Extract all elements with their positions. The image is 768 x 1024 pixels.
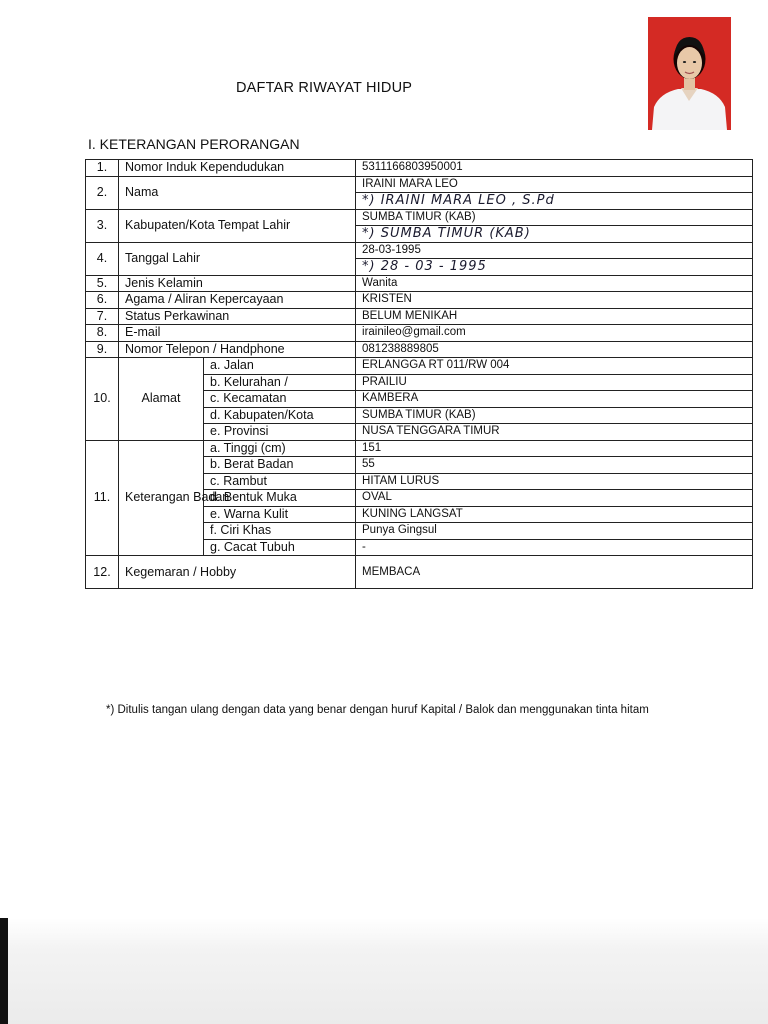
sub-value: OVAL xyxy=(356,490,753,507)
document-title: DAFTAR RIWAYAT HIDUP xyxy=(236,80,413,96)
field-label: E-mail xyxy=(119,325,356,342)
table-row xyxy=(86,325,753,342)
sub-label: d. Kabupaten/Kota xyxy=(204,407,356,424)
sub-label: d. Bentuk Muka xyxy=(204,490,356,507)
alamat-group-label: Alamat xyxy=(119,358,204,441)
sub-value: - xyxy=(356,539,753,556)
sub-label: e. Provinsi xyxy=(204,424,356,441)
tanggal-lahir-value: 28-03-1995 xyxy=(356,242,753,259)
field-label: Agama / Aliran Kepercayaan xyxy=(119,292,356,309)
table-row xyxy=(86,209,753,226)
tempat-lahir-handwritten: *) SUMBA TIMUR (KAB) xyxy=(356,226,753,243)
scan-edge xyxy=(0,918,8,1024)
row-number: 3. xyxy=(86,209,119,242)
row-number: 2. xyxy=(86,176,119,209)
email-value: irainileo@gmail.com xyxy=(356,325,753,342)
hobby-value: MEMBACA xyxy=(356,556,753,589)
nama-handwritten: *) IRAINI MARA LEO , S.Pd xyxy=(356,193,753,210)
sub-label: e. Warna Kulit xyxy=(204,506,356,523)
field-label: Kegemaran / Hobby xyxy=(119,556,356,589)
table-row xyxy=(86,341,753,358)
tanggal-lahir-handwritten: *) 28 - 03 - 1995 xyxy=(356,259,753,276)
sub-value: KAMBERA xyxy=(356,391,753,408)
row-number: 12. xyxy=(86,556,119,589)
footnote: *) Ditulis tangan ulang dengan data yang benar dengan huruf Kapital / Balok dan menggunakan tinta hitam xyxy=(106,704,649,716)
row-number: 5. xyxy=(86,275,119,292)
sub-label: c. Kecamatan xyxy=(204,391,356,408)
sub-value: 151 xyxy=(356,440,753,457)
sub-value: Punya Gingsul xyxy=(356,523,753,540)
telepon-value: 081238889805 xyxy=(356,341,753,358)
field-label: Tanggal Lahir xyxy=(119,242,356,275)
table-row xyxy=(86,358,753,375)
table-row xyxy=(86,176,753,193)
sub-value: HITAM LURUS xyxy=(356,473,753,490)
sub-label: c. Rambut xyxy=(204,473,356,490)
field-label: Nomor Induk Kependudukan xyxy=(119,160,356,177)
row-number: 8. xyxy=(86,325,119,342)
section-title: I. KETERANGAN PERORANGAN xyxy=(88,136,300,152)
table-row xyxy=(86,242,753,259)
sub-label: a. Tinggi (cm) xyxy=(204,440,356,457)
field-label: Kabupaten/Kota Tempat Lahir xyxy=(119,209,356,242)
sub-value: ERLANGGA RT 011/RW 004 xyxy=(356,358,753,375)
sub-value: NUSA TENGGARA TIMUR xyxy=(356,424,753,441)
row-number: 1. xyxy=(86,160,119,177)
person-photo-icon xyxy=(648,17,731,130)
agama-value: KRISTEN xyxy=(356,292,753,309)
field-label: Status Perkawinan xyxy=(119,308,356,325)
badan-group-label: Keterangan Badan xyxy=(119,440,204,556)
sub-value: PRAILIU xyxy=(356,374,753,391)
jenis-kelamin-value: Wanita xyxy=(356,275,753,292)
personal-info-table xyxy=(85,159,753,589)
sub-label: g. Cacat Tubuh xyxy=(204,539,356,556)
table-row xyxy=(86,440,753,457)
portrait-photo xyxy=(648,17,731,130)
scan-shadow xyxy=(0,918,768,1024)
field-label: Nama xyxy=(119,176,356,209)
nik-value: 5311166803950001 xyxy=(356,160,753,177)
sub-value: SUMBA TIMUR (KAB) xyxy=(356,407,753,424)
row-number: 9. xyxy=(86,341,119,358)
table-row xyxy=(86,292,753,309)
sub-value: KUNING LANGSAT xyxy=(356,506,753,523)
sub-label: f. Ciri Khas xyxy=(204,523,356,540)
table-row xyxy=(86,275,753,292)
table-row xyxy=(86,556,753,589)
tempat-lahir-value: SUMBA TIMUR (KAB) xyxy=(356,209,753,226)
row-number: 10. xyxy=(86,358,119,441)
field-label: Nomor Telepon / Handphone xyxy=(119,341,356,358)
table-row xyxy=(86,160,753,177)
field-label: Jenis Kelamin xyxy=(119,275,356,292)
row-number: 6. xyxy=(86,292,119,309)
sub-value: 55 xyxy=(356,457,753,474)
row-number: 4. xyxy=(86,242,119,275)
row-number: 7. xyxy=(86,308,119,325)
sub-label: b. Kelurahan / xyxy=(204,374,356,391)
sub-label: a. Jalan xyxy=(204,358,356,375)
status-value: BELUM MENIKAH xyxy=(356,308,753,325)
nama-value: IRAINI MARA LEO xyxy=(356,176,753,193)
sub-label: b. Berat Badan xyxy=(204,457,356,474)
table-row xyxy=(86,308,753,325)
row-number: 11. xyxy=(86,440,119,556)
